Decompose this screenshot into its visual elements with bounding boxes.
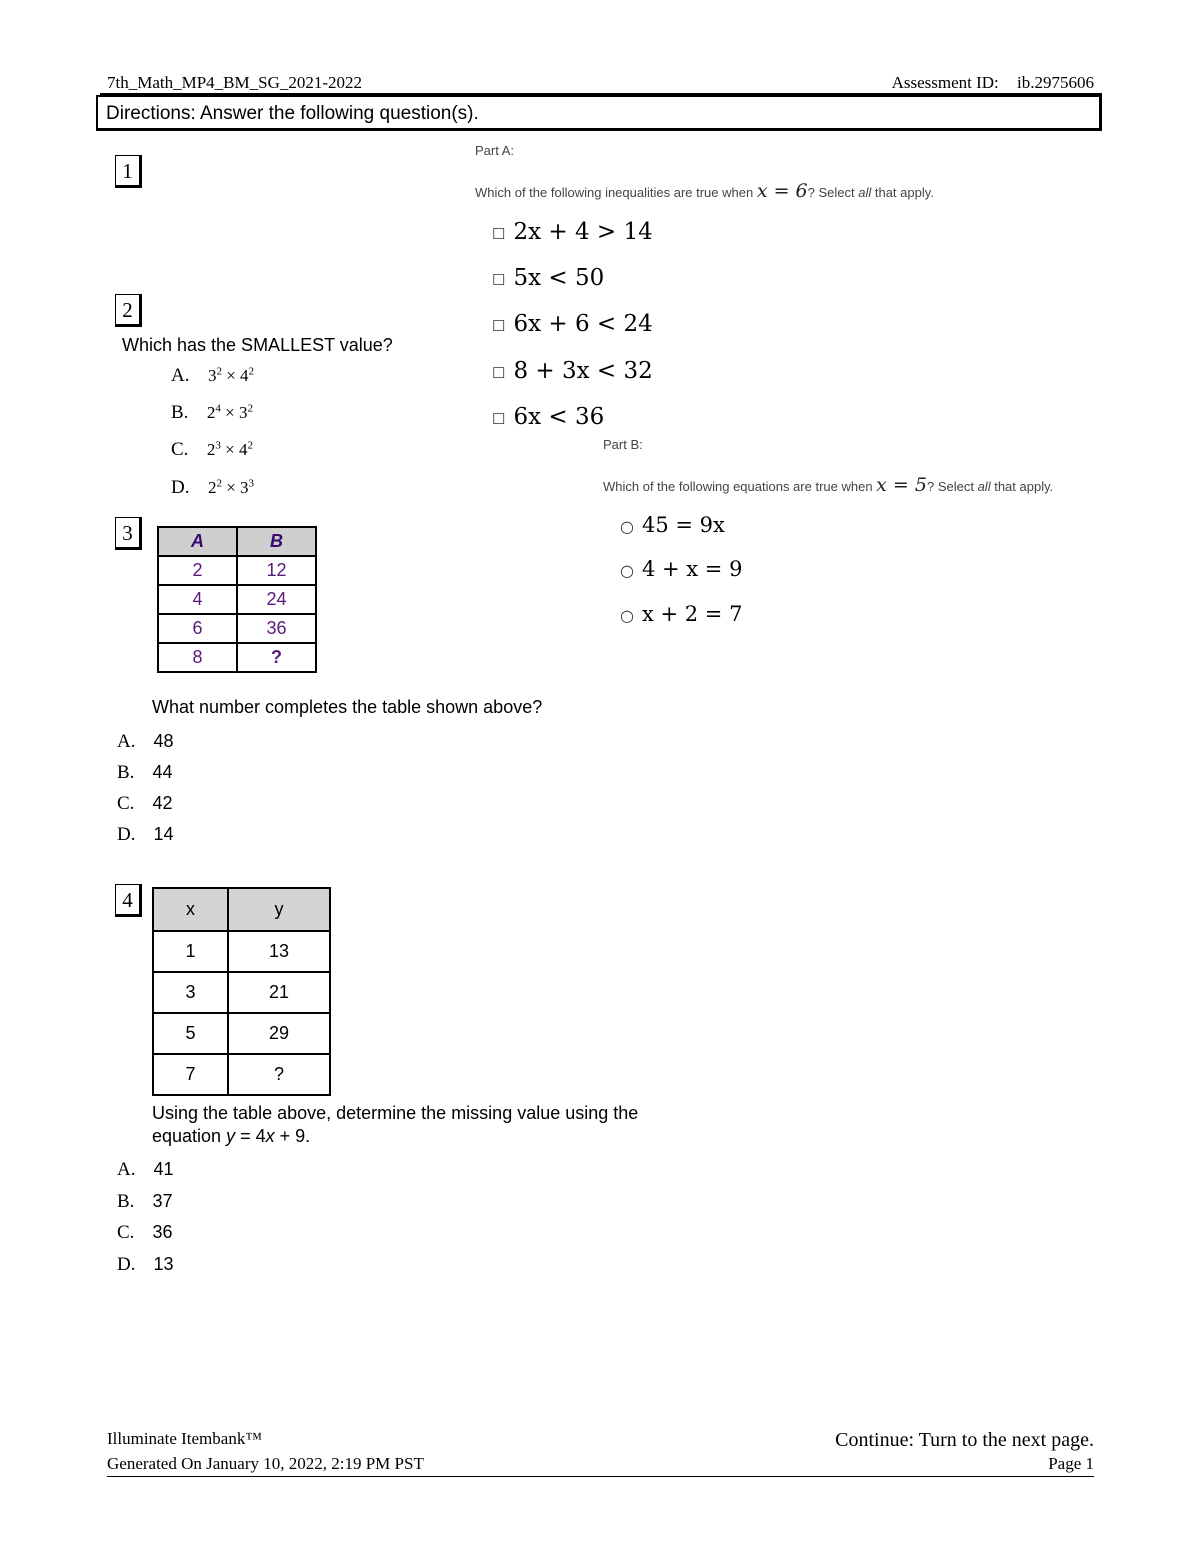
equation-option: 45 = 9x [641,513,725,537]
table-header-row [158,527,316,556]
part-b-condition: x = 5 [876,474,927,496]
inequality-option: 2x + 4 > 14 [513,219,653,245]
table-header-b: B [237,527,316,556]
q3-option-d[interactable] [117,824,174,846]
times-sign: × [225,403,235,422]
table-cell: ? [228,1054,330,1095]
option-value: 13 [153,1254,174,1274]
option-expression [207,403,253,422]
option-checkbox-b[interactable] [492,265,604,291]
q3-option-b[interactable] [117,762,172,784]
option-value: 36 [152,1222,173,1242]
option-value: 37 [152,1191,173,1211]
radio-icon[interactable]: ○ [620,561,634,580]
part-b-prompt [603,474,1053,496]
table-cell: 5 [153,1013,228,1054]
option-radio-b[interactable] [620,557,742,581]
prompt-var-y: y [226,1126,236,1146]
checkbox-icon[interactable]: ☐ [492,364,506,382]
base: 2 [206,403,216,422]
checkbox-icon[interactable]: ☐ [492,225,506,243]
table-cell: 24 [237,585,316,614]
directions-box: Directions: Answer the following question(s). [96,95,1102,131]
q4-prompt-line1: Using the table above, determine the missing value using the [152,1103,639,1123]
q3-table [157,526,317,673]
option-value: 41 [153,1159,174,1179]
assessment-id [892,73,1094,93]
table-cell: 29 [228,1013,330,1054]
option-radio-a[interactable] [620,513,725,537]
option-value: 44 [152,762,173,782]
table-row [153,1013,330,1054]
part-b-label: Part B: [603,437,643,452]
table-cell: 2 [158,556,237,585]
option-letter: D. [117,824,136,845]
table-cell: ? [237,643,316,672]
exponent: 3 [248,477,255,490]
part-a-condition: x = 6 [756,180,808,202]
q2-option-a[interactable] [171,365,254,387]
exponent: 2 [247,402,253,415]
table-header-x: x [153,888,228,931]
option-letter: C. [171,439,189,460]
prompt-text: = 4 [235,1126,266,1146]
base: 2 [207,478,217,497]
option-checkbox-d[interactable] [492,358,653,384]
part-a-prompt-mid: ? Select [807,185,859,200]
assessment-id-value: ib.2975606 [1017,73,1094,92]
question-number-2: 2 [115,294,142,327]
option-checkbox-e[interactable] [492,404,604,430]
table-cell: 7 [153,1054,228,1095]
base: 3 [240,478,249,497]
q3-prompt: What number completes the table shown above? [152,697,543,717]
exponent: 2 [247,439,253,452]
q4-option-d[interactable] [117,1254,174,1276]
part-a-prompt-end: that apply. [871,185,934,200]
option-expression [208,366,254,385]
inequality-option: 6x < 36 [513,404,605,430]
q4-option-b[interactable] [117,1191,172,1213]
question-number-4: 4 [115,884,142,917]
part-b-prompt-all: all [977,479,991,494]
equation-option: x + 2 = 7 [641,602,743,626]
question-number-1: 1 [115,155,142,188]
option-letter: B. [117,762,135,783]
table-cell: 8 [158,643,237,672]
table-row [153,931,330,972]
table-header-row [153,888,330,931]
table-header-y: y [228,888,330,931]
table-cell: 3 [153,972,228,1013]
q4-prompt [152,1102,638,1148]
option-letter: D. [171,477,190,498]
q2-option-c[interactable] [171,439,253,461]
assessment-id-label: Assessment ID: [891,73,999,92]
q4-table [152,887,331,1096]
option-value: 48 [153,731,174,751]
table-row [153,1054,330,1095]
base: 4 [240,366,249,385]
table-cell: 4 [158,585,237,614]
prompt-text: equation [152,1126,227,1146]
part-a-prompt-all: all [858,185,872,200]
part-b-prompt-text: Which of the following equations are true when [603,479,877,494]
option-value: 42 [152,793,173,813]
part-a-label: Part A: [475,143,515,158]
footer-page-number: Page 1 [1048,1454,1094,1473]
exponent: 2 [216,477,222,490]
q3-option-c[interactable] [117,793,172,815]
prompt-var-x: x [265,1126,275,1146]
base: 3 [238,403,248,422]
inequality-option: 8 + 3x < 32 [513,358,653,384]
option-checkbox-c[interactable] [492,311,653,337]
equation-option: 4 + x = 9 [641,557,743,581]
table-cell: 13 [228,931,330,972]
table-row [158,643,316,672]
q3-option-a[interactable] [117,731,174,753]
table-cell: 6 [158,614,237,643]
part-b-prompt-end: that apply. [990,479,1054,494]
q4-prompt-line2 [152,1125,638,1148]
checkbox-icon[interactable]: ☐ [492,271,506,289]
base: 4 [238,440,248,459]
option-letter: C. [117,1222,135,1243]
q4-option-a[interactable] [117,1159,174,1181]
option-letter: B. [171,402,189,423]
option-letter: C. [117,793,135,814]
inequality-option: 5x < 50 [513,265,605,291]
exponent: 2 [216,365,222,378]
q4-option-c[interactable] [117,1222,172,1244]
q2-option-b[interactable] [171,402,253,424]
footer-continue: Continue: Turn to the next page. [835,1429,1094,1451]
times-sign: × [226,366,236,385]
prompt-text: + 9. [274,1126,311,1146]
option-letter: B. [117,1191,135,1212]
exponent: 4 [215,402,221,415]
option-radio-c[interactable] [620,602,742,626]
part-b-prompt-mid: ? Select [926,479,978,494]
checkbox-icon[interactable]: ☐ [492,410,506,428]
part-a-prompt [475,180,934,202]
table-cell: 21 [228,972,330,1013]
footer-generated: Generated On January 10, 2022, 2:19 PM PST [107,1454,424,1473]
table-row [153,972,330,1013]
footer-brand: Illuminate Itembank™ [107,1429,262,1448]
table-cell: 12 [237,556,316,585]
q2-prompt: Which has the SMALLEST value? [122,335,393,355]
table-row [158,585,316,614]
option-expression [208,478,254,497]
times-sign: × [225,440,235,459]
table-row [158,556,316,585]
exponent: 3 [215,439,221,452]
option-letter: A. [117,1159,136,1180]
option-letter: A. [171,365,190,386]
times-sign: × [226,478,236,497]
exponent: 2 [248,365,255,378]
option-checkbox-a[interactable] [492,219,653,245]
test-name: 7th_Math_MP4_BM_SG_2021-2022 [107,73,363,92]
option-value: 14 [153,824,174,844]
radio-icon[interactable]: ○ [620,517,634,536]
inequality-option: 6x + 6 < 24 [513,311,653,337]
option-expression [207,440,253,459]
table-cell: 36 [237,614,316,643]
table-cell: 1 [153,931,228,972]
base: 3 [207,366,217,385]
option-letter: A. [117,731,136,752]
q2-option-d[interactable] [171,477,254,499]
table-row [158,614,316,643]
radio-icon[interactable]: ○ [620,606,634,625]
question-number-3: 3 [115,517,142,550]
base: 2 [206,440,216,459]
table-header-a: A [158,527,237,556]
footer-rule [107,1476,1094,1477]
checkbox-icon[interactable]: ☐ [492,317,506,335]
option-letter: D. [117,1254,136,1275]
part-a-prompt-text: Which of the following inequalities are true when [475,185,757,200]
